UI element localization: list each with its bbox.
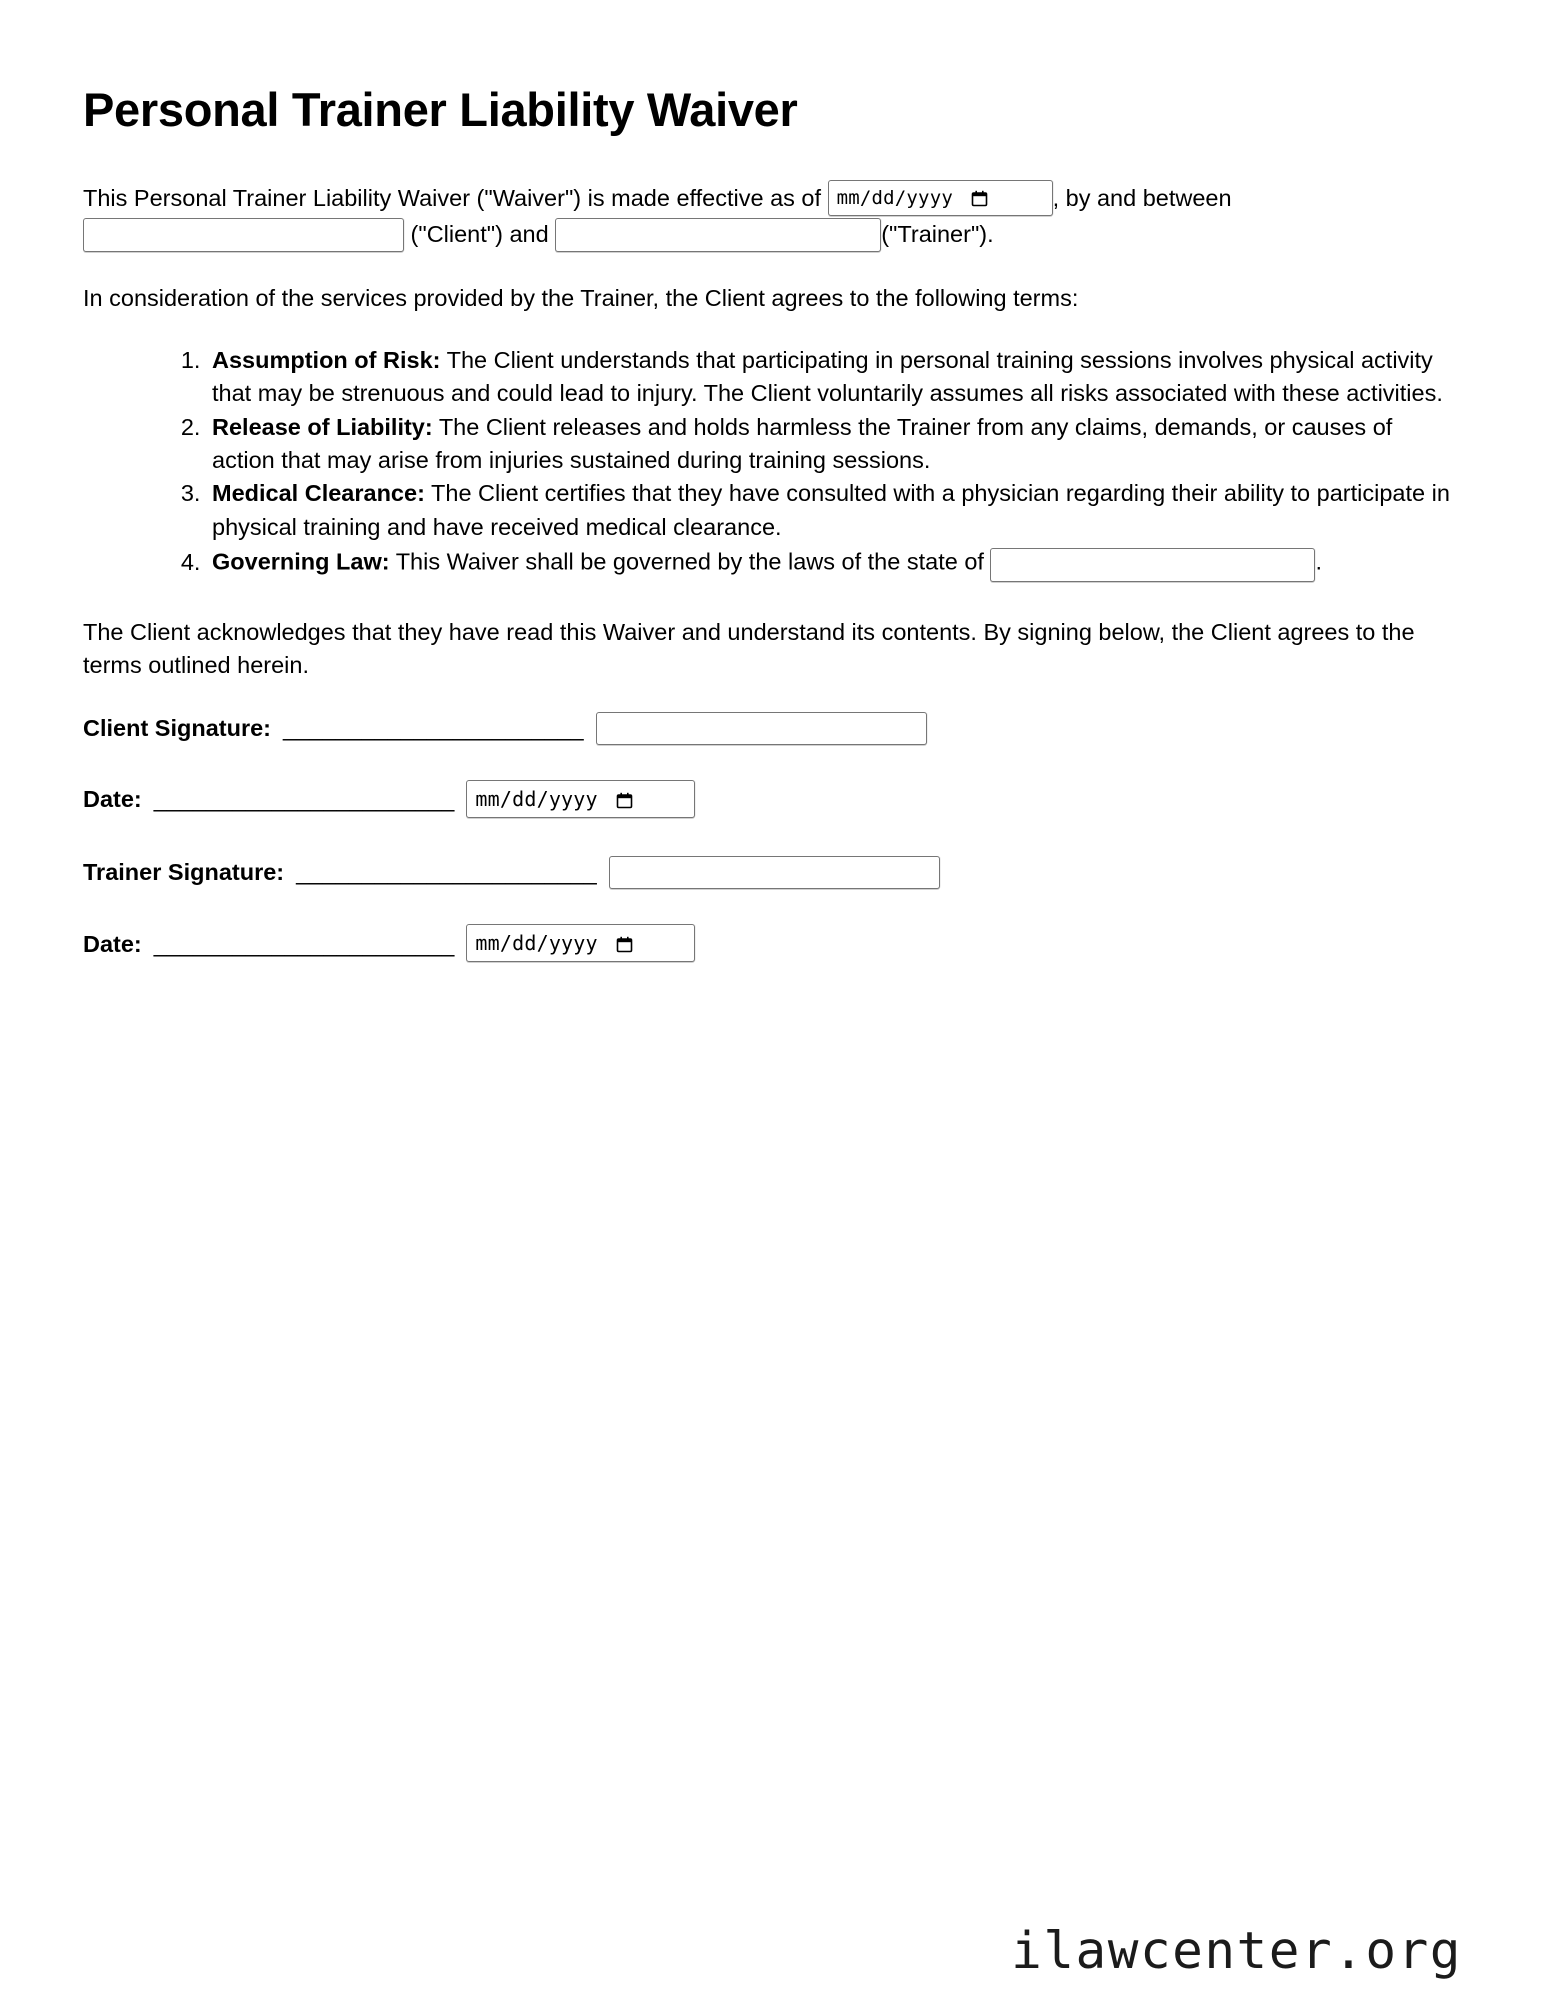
term-label: Assumption of Risk: <box>212 346 441 373</box>
client-signature-label: Client Signature: <box>83 714 272 741</box>
term-label: Governing Law: <box>212 548 390 575</box>
intro-text-after-client: ("Client") and <box>410 220 549 247</box>
intro-text-after-trainer: ("Trainer"). <box>881 220 994 247</box>
trainer-signature-input[interactable] <box>609 856 940 889</box>
site-watermark: ilawcenter.org <box>1011 1922 1462 1981</box>
term-trailing-punctuation: . <box>1315 548 1322 575</box>
term-text: The Client understands that participating in personal training sessions involves physical activity that may be strenuous and could lead to injury. The Client voluntarily assumes all risks associated with these activities. <box>212 346 1443 407</box>
term-label: Release of Liability: <box>212 413 433 440</box>
term-text: The Client releases and holds harmless the Trainer from any claims, demands, or causes of action that may arise from injuries sustained during training sessions. <box>212 413 1393 473</box>
acknowledgement-paragraph: The Client acknowledges that they have read this Waiver and understand its contents. By signing below, the Client agrees to the terms outlined herein. <box>83 619 1415 679</box>
intro-text-before-date: This Personal Trainer Liability Waiver ("Waiver") is made effective as of <box>83 184 822 211</box>
terms-list <box>83 344 1454 583</box>
calendar-icon <box>616 928 633 945</box>
list-item <box>207 477 1454 544</box>
client-date-label: Date: <box>83 786 142 813</box>
list-item <box>207 344 1454 411</box>
trainer-name-input[interactable] <box>555 218 881 252</box>
client-date-placeholder: mm/dd/yyyy <box>475 787 598 812</box>
effective-date-placeholder: mm/dd/yyyy <box>836 186 953 209</box>
list-item <box>207 411 1454 478</box>
calendar-icon <box>616 784 633 801</box>
intro-text-after-date: , by and between <box>1052 184 1232 211</box>
trainer-date-label: Date: <box>83 930 142 957</box>
term-text: This Waiver shall be governed by the laws of the state of <box>395 548 984 575</box>
client-name-input[interactable] <box>83 218 404 252</box>
trainer-signature-rule: _______________________ <box>296 859 597 886</box>
client-date-input[interactable] <box>466 780 695 818</box>
intro-paragraph <box>83 182 1454 253</box>
trainer-date-input[interactable] <box>466 924 695 962</box>
trainer-signature-label: Trainer Signature: <box>83 859 285 886</box>
consideration-paragraph: In consideration of the services provided by the Trainer, the Client agrees to the following terms: <box>83 284 1079 311</box>
list-item <box>207 544 1454 583</box>
calendar-icon <box>971 184 988 201</box>
trainer-date-placeholder: mm/dd/yyyy <box>475 931 598 956</box>
client-signature-rule: _______________________ <box>283 714 584 741</box>
trainer-date-rule: _______________________ <box>153 930 455 957</box>
effective-date-input[interactable] <box>828 180 1053 216</box>
term-text: The Client certifies that they have consulted with a physician regarding their ability to participate in physical training and have received medical clearance. <box>212 480 1450 540</box>
trainer-date-row <box>83 926 1454 964</box>
trainer-signature-row <box>83 856 1454 890</box>
governing-state-input[interactable] <box>990 548 1315 582</box>
client-date-rule: _______________________ <box>153 786 455 813</box>
page-title: Personal Trainer Liability Waiver <box>83 83 798 136</box>
client-signature-row <box>83 712 1454 746</box>
client-date-row <box>83 782 1454 820</box>
term-label: Medical Clearance: <box>212 480 425 507</box>
client-signature-input[interactable] <box>596 712 927 745</box>
